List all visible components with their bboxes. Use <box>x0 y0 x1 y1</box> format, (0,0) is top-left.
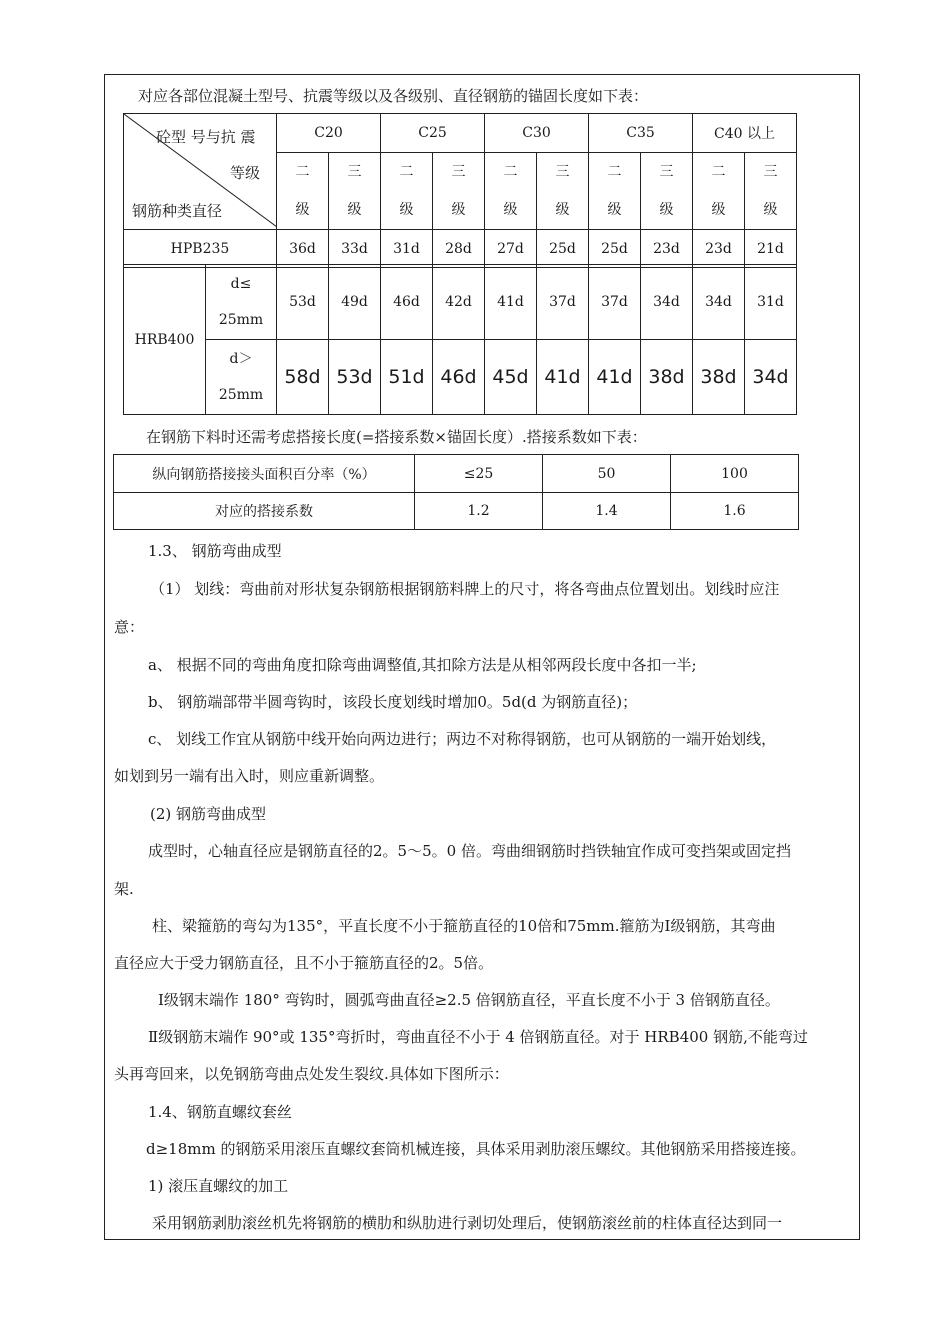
hrb400-label: HRB400 <box>124 265 206 415</box>
paragraph-grade2-bend: Ⅱ级钢筋末端作 90°或 135°弯折时，弯曲直径不小于 4 倍钢筋直径。对于 HRB400 钢筋,不能弯过 <box>148 1028 808 1046</box>
hpb235-value: 23d <box>693 230 745 268</box>
hrb400-gt25-value: 38d <box>641 340 693 415</box>
hrb400-gt25-value: 51d <box>381 340 433 415</box>
hrb400-le25-value: 49d <box>329 265 381 340</box>
paragraph-marking: （1） 划线：弯曲前对形状复杂钢筋根据钢筋料牌上的尺寸，将各弯曲点位置划出。划线时应注 <box>150 580 780 598</box>
lap-coef-value: 1.6 <box>671 493 799 530</box>
list-item-c-cont: 如划到另一端有出入时，则应重新调整。 <box>114 767 385 785</box>
hrb400-le25-value: 42d <box>433 265 485 340</box>
paragraph-stirrup: 柱、梁箍筋的弯勾为135°，平直长度不小于箍筋直径的10倍和75mm.箍筋为Ⅰ级钢筋，其弯曲 <box>152 917 776 935</box>
grade-header-c30: C30 <box>485 114 589 153</box>
hrb400-gt25-value: 45d <box>485 340 537 415</box>
grade-header-c20: C20 <box>277 114 381 153</box>
hrb400-le25-value: 37d <box>537 265 589 340</box>
lap-table <box>113 454 799 530</box>
hrb400-le25-value: 31d <box>745 265 797 340</box>
diameter-le25-label: d≤ 25mm <box>206 265 277 340</box>
lap-header-value: 100 <box>671 455 799 493</box>
hrb400-le25-value: 41d <box>485 265 537 340</box>
paragraph-mandrel: 成型时，心轴直径应是钢筋直径的2。5～5。0 倍。弯曲细钢筋时挡铁轴宜作成可变挡架或固定挡 <box>148 842 791 860</box>
table-corner-cell <box>124 114 277 230</box>
hpb235-label: HPB235 <box>124 230 277 268</box>
table-row-hrb400-gt25 <box>124 340 797 415</box>
hrb400-gt25-value: 41d <box>537 340 589 415</box>
diameter-gt25-label: d＞ 25mm <box>206 340 277 415</box>
list-item-b: b、 钢筋端部带半圆弯钩时，该段长度划线时增加0。5d(d 为钢筋直径)； <box>148 693 638 711</box>
hpb235-value: 25d <box>537 230 589 268</box>
paragraph-stirrup-cont: 直径应大于受力钢筋直径，且不小于箍筋直径的2。5倍。 <box>114 954 494 972</box>
hrb400-gt25-value: 58d <box>277 340 329 415</box>
anchorage-intro: 对应各部位混凝土型号、抗震等级以及各级别、直径钢筋的锚固长度如下表： <box>138 87 649 105</box>
hpb235-value: 36d <box>277 230 329 268</box>
level-2-header: 二 级 <box>381 153 433 230</box>
hrb400-le25-value: 37d <box>589 265 641 340</box>
lap-coef-value: 1.2 <box>415 493 543 530</box>
grade-header-c35: C35 <box>589 114 693 153</box>
lap-header-value: ≤25 <box>415 455 543 493</box>
paragraph-threading: d≥18mm 的钢筋采用滚压直螺纹套筒机械连接，具体采用剥肋滚压螺纹。其他钢筋采用搭接连接。 <box>146 1140 806 1158</box>
paragraph-grade1-hook: Ⅰ级钢末端作 180° 弯钩时，圆弧弯曲直径≥2.5 倍钢筋直径，平直长度不小于 3 倍钢筋直径。 <box>158 991 780 1009</box>
lap-header-label: 纵向钢筋搭接接头面积百分率（%） <box>114 455 415 493</box>
section-heading-1-4: 1.4、钢筋直螺纹套丝 <box>148 1103 292 1121</box>
hrb400-le25-value: 34d <box>693 265 745 340</box>
hpb235-value: 25d <box>589 230 641 268</box>
lap-coef-row <box>114 493 799 530</box>
level-2-header: 二 级 <box>589 153 641 230</box>
subheading-bending: (2) 钢筋弯曲成型 <box>150 805 267 823</box>
level-2-header: 二 级 <box>693 153 745 230</box>
hrb400-table <box>123 264 797 415</box>
hrb400-le25-value: 46d <box>381 265 433 340</box>
section-heading-1-3: 1.3、 钢筋弯曲成型 <box>148 542 282 560</box>
hrb400-gt25-value: 41d <box>589 340 641 415</box>
table-row-hrb400-le25 <box>124 265 797 340</box>
level-2-header: 二 级 <box>485 153 537 230</box>
subheading-rolling: 1) 滚压直螺纹的加工 <box>148 1177 289 1195</box>
level-3-header: 三 级 <box>641 153 693 230</box>
hrb400-gt25-value: 38d <box>693 340 745 415</box>
hrb400-le25-value: 53d <box>277 265 329 340</box>
hpb235-value: 31d <box>381 230 433 268</box>
paragraph-grade2-bend-cont: 头再弯回来，以免钢筋弯曲点处发生裂纹.具体如下图所示： <box>114 1065 509 1083</box>
grade-header-c25: C25 <box>381 114 485 153</box>
level-3-header: 三 级 <box>433 153 485 230</box>
hpb235-value: 23d <box>641 230 693 268</box>
table-row-hpb235 <box>124 230 797 268</box>
paragraph-stripping: 采用钢筋剥肋滚丝机先将钢筋的横肋和纵肋进行剥切处理后，使钢筋滚丝前的柱体直径达到同一 <box>152 1214 783 1232</box>
hpb235-value: 21d <box>745 230 797 268</box>
hrb400-gt25-value: 34d <box>745 340 797 415</box>
level-3-header: 三 级 <box>537 153 589 230</box>
paragraph-marking-cont: 意： <box>114 618 145 636</box>
level-3-header: 三 级 <box>745 153 797 230</box>
hpb235-value: 28d <box>433 230 485 268</box>
list-item-a: a、 根据不同的弯曲角度扣除弯曲调整值,其扣除方法是从相邻两段长度中各扣一半; <box>148 656 697 674</box>
corner-mid-label: 等级 <box>229 164 260 182</box>
level-3-header: 三 级 <box>329 153 381 230</box>
list-item-c: c、 划线工作宜从钢筋中线开始向两边进行；两边不对称得钢筋，也可从钢筋的一端开始划线， <box>148 730 777 748</box>
corner-bottom-label: 钢筋种类直径 <box>132 202 223 220</box>
lap-intro: 在钢筋下料时还需考虑搭接长度(=搭接系数×锚固长度）.搭接系数如下表： <box>146 428 647 446</box>
hpb235-value: 33d <box>329 230 381 268</box>
hrb400-le25-value: 34d <box>641 265 693 340</box>
paragraph-mandrel-cont: 架. <box>114 880 134 898</box>
hpb235-value: 27d <box>485 230 537 268</box>
hrb400-gt25-value: 53d <box>329 340 381 415</box>
hrb400-gt25-value: 46d <box>433 340 485 415</box>
lap-coef-label: 对应的搭接系数 <box>114 493 415 530</box>
lap-coef-value: 1.4 <box>543 493 671 530</box>
lap-header-row <box>114 455 799 493</box>
anchorage-table <box>123 113 797 268</box>
lap-header-value: 50 <box>543 455 671 493</box>
corner-top-label: 砼型 号与抗 震 <box>156 128 256 146</box>
level-2-header: 二 级 <box>277 153 329 230</box>
grade-header-c40: C40 以上 <box>693 114 797 153</box>
